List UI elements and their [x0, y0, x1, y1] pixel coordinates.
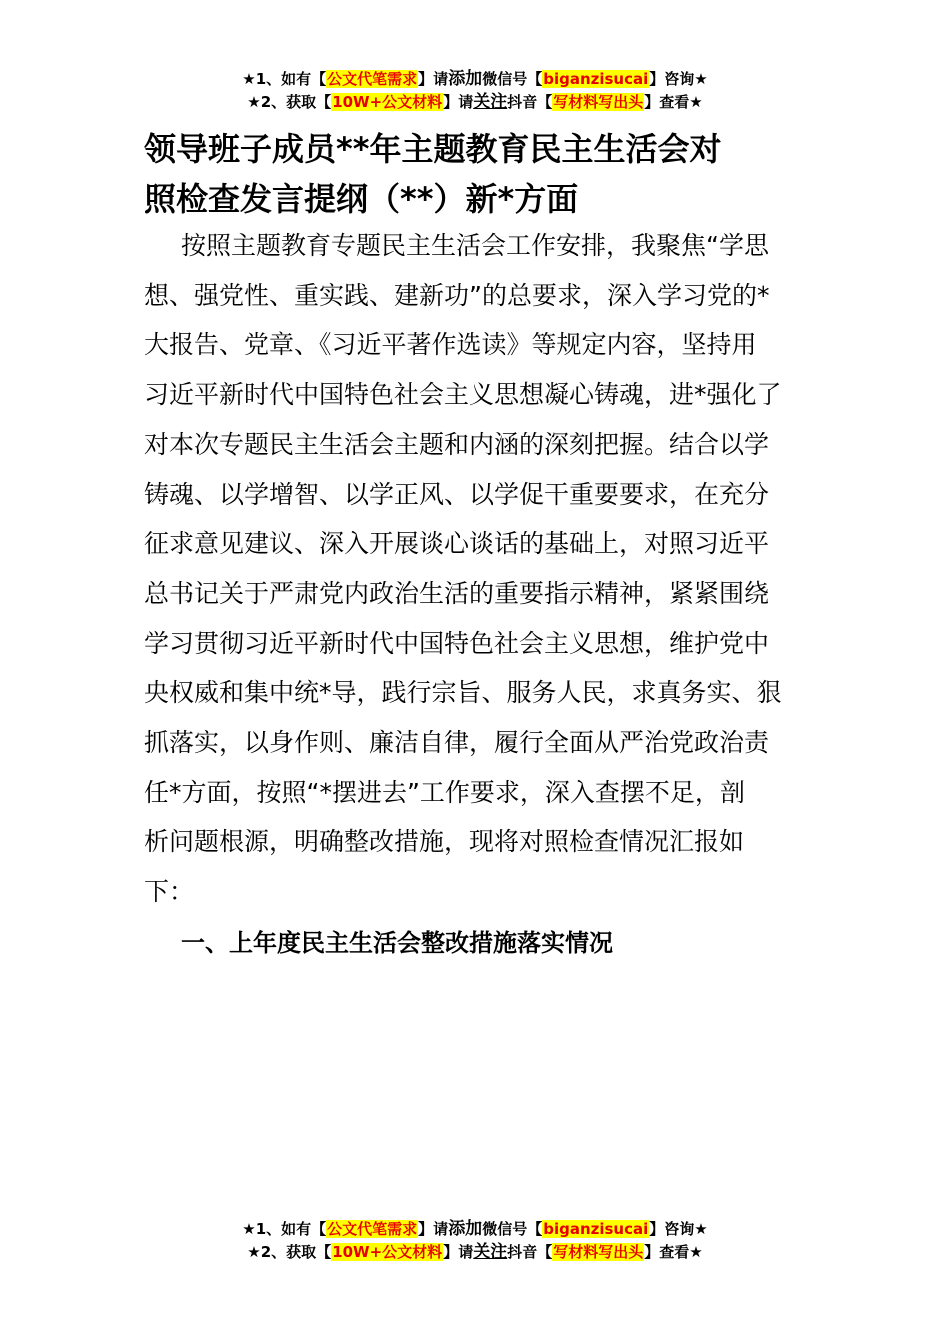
paragraph-line: 任*方面，按照“*摆进去”工作要求，深入查摆不足，剖 [144, 777, 745, 807]
title-line: 领导班子成员**年主题教育民主生活会对 [144, 130, 722, 168]
banner-emphasis: 添加 [448, 1219, 483, 1239]
paragraph-line: 征求意见建议、深入开展谈心谈话的基础上，对照习近平 [144, 529, 770, 559]
banner-text: 抖音【 [507, 1243, 553, 1261]
banner-douyin-id: 写材料写出头 [553, 93, 644, 111]
banner-text: 】咨询★ [649, 1220, 708, 1238]
banner-text: 】请 [443, 93, 474, 111]
paragraph-line: 抓落实，以身作则、廉洁自律，履行全面从严治党政治责 [144, 728, 770, 758]
banner-line-1 [0, 1218, 950, 1241]
banner-line-1 [0, 68, 950, 91]
banner-highlight: 公文代笔需求 [327, 70, 418, 88]
banner-line-2 [0, 1241, 950, 1264]
banner-text: 】请 [443, 1243, 474, 1261]
banner-emphasis: 关注 [473, 1242, 508, 1262]
document-title [144, 124, 804, 224]
paragraph-line: 下： [144, 877, 195, 907]
paragraph-line: 习近平新时代中国特色社会主义思想凝心铸魂，进*强化了 [144, 380, 782, 410]
banner-highlight: 10W+公文材料 [332, 1243, 443, 1261]
section-heading: 一、上年度民主生活会整改措施落实情况 [181, 929, 613, 957]
banner-text: ★2、获取【 [247, 93, 332, 111]
banner-text: 】咨询★ [649, 70, 708, 88]
banner-highlight: 10W+公文材料 [332, 93, 443, 111]
banner-text: ★1、如有【 [242, 1220, 327, 1238]
footer-banner [0, 1218, 950, 1264]
banner-text: 抖音【 [507, 93, 553, 111]
banner-text: 】请 [418, 1220, 449, 1238]
banner-text: ★1、如有【 [242, 70, 327, 88]
paragraph-line: 对本次专题民主生活会主题和内涵的深刻把握。结合以学 [144, 429, 770, 459]
banner-highlight: 公文代笔需求 [327, 1220, 418, 1238]
banner-text: 】查看★ [644, 93, 703, 111]
banner-text: 微信号【 [482, 70, 543, 88]
banner-emphasis: 关注 [473, 92, 508, 112]
banner-line-2 [0, 91, 950, 114]
paragraph-line: 铸魂、以学增智、以学正风、以学促干重要要求，在充分 [144, 479, 770, 509]
banner-emphasis: 添加 [448, 69, 483, 89]
banner-wechat-id: biganzisucai [543, 70, 649, 88]
header-banner [0, 68, 950, 114]
paragraph-line: 析问题根源，明确整改措施，现将对照检查情况汇报如 [144, 827, 745, 857]
banner-douyin-id: 写材料写出头 [553, 1243, 644, 1261]
paragraph-line: 央权威和集中统*导，践行宗旨、服务人民，求真务实、狠 [144, 678, 782, 708]
paragraph-line: 大报告、党章、《习近平著作选读》等规定内容，坚持用 [144, 330, 757, 360]
banner-text: 】请 [418, 70, 449, 88]
banner-text: ★2、获取【 [247, 1243, 332, 1261]
title-line: 照检查发言提纲（**）新*方面 [144, 180, 579, 218]
paragraph-line: 想、强党性、重实践、建新功”的总要求，深入学习党的* [144, 280, 770, 310]
paragraph-line: 学习贯彻习近平新时代中国特色社会主义思想，维护党中 [144, 628, 770, 658]
banner-wechat-id: biganzisucai [543, 1220, 649, 1238]
paragraph-line: 总书记关于严肃党内政治生活的重要指示精神，紧紧围绕 [144, 578, 770, 608]
banner-text: 微信号【 [482, 1220, 543, 1238]
body-paragraph [144, 221, 804, 917]
paragraph-line: 按照主题教育专题民主生活会工作安排，我聚焦“学思 [181, 231, 769, 260]
banner-text: 】查看★ [644, 1243, 703, 1261]
